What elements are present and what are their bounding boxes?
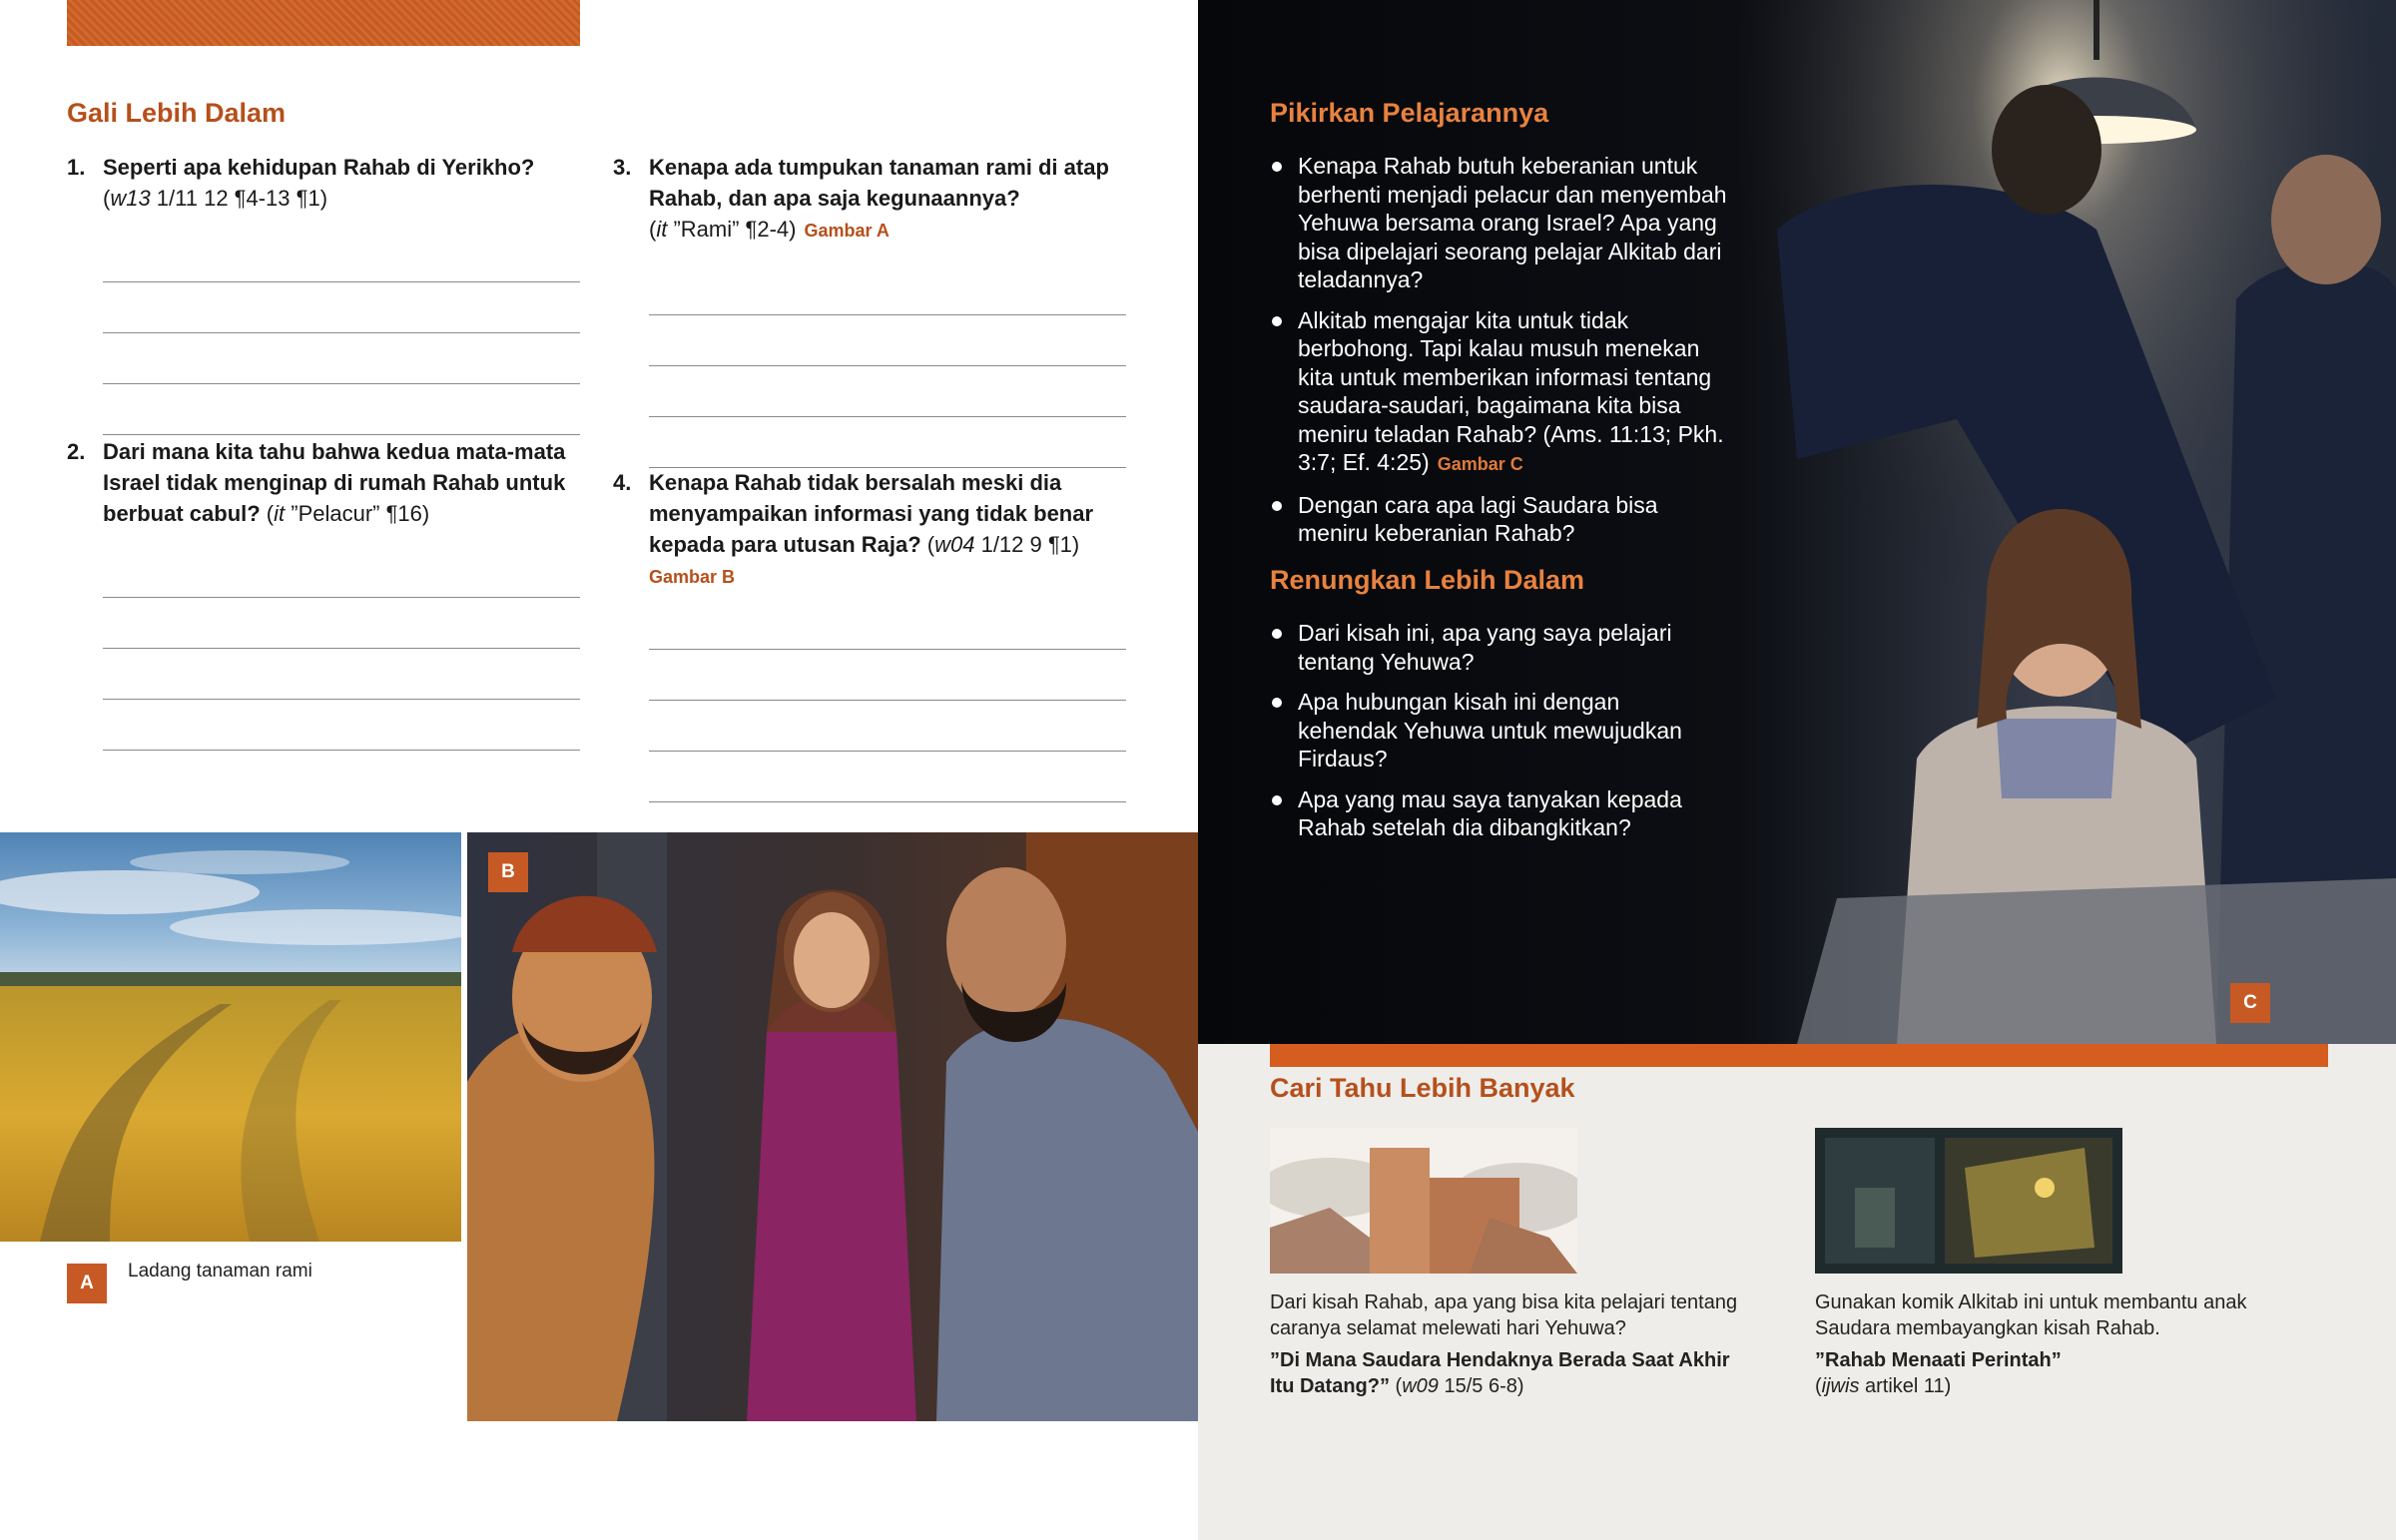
jericho-wall-thumbnail[interactable] — [1270, 1128, 1577, 1274]
question-number: 4. — [613, 470, 632, 495]
question-2 — [67, 436, 580, 751]
question-1 — [67, 152, 580, 435]
answer-lines[interactable] — [103, 547, 580, 751]
bullet-list-pikirkan — [1270, 152, 1729, 560]
more-item-1 — [1270, 1289, 1749, 1399]
section-heading-cari-tahu: Cari Tahu Lebih Banyak — [1270, 1073, 1575, 1103]
question-3 — [613, 152, 1126, 468]
question-text: Seperti apa kehidupan Rahab di Yerikho? — [103, 155, 535, 180]
more-item-2 — [1815, 1289, 2294, 1399]
bullet-item: Alkitab mengajar kita untuk tidak berbohong. Tapi kalau musuh menekan kita untuk memberikan informasi tentang saudara-saudari, bagaimana kita bisa meniru teladan Rahab? (Ams. 11:13; Pkh. 3:7; Ef. 4:25) Gambar C — [1270, 306, 1729, 479]
figure-label-a: A — [67, 1264, 107, 1303]
question-text: Kenapa ada tumpukan tanaman rami di atap Rahab, dan apa saja kegunaannya? — [649, 155, 1109, 211]
more-item-description: Gunakan komik Alkitab ini untuk membantu anak Saudara membayangkan kisah Rahab. — [1815, 1291, 2247, 1339]
section-heading-gali: Gali Lebih Dalam — [67, 98, 287, 128]
figure-label-b: B — [488, 852, 528, 892]
question-reference: (w13 1/11 12 ¶4-13 ¶1) — [103, 186, 328, 211]
figure-label-c: C — [2230, 983, 2270, 1023]
bullet-item: Apa hubungan kisah ini dengan kehendak Yehuwa untuk mewujudkan Firdaus? — [1270, 688, 1709, 773]
question-text: Kenapa Rahab tidak bersalah meski dia menyampaikan informasi yang tidak benar kepada para utusan Raja? — [649, 470, 1094, 557]
fabric-header-strip — [67, 0, 580, 46]
article-title-link[interactable]: ”Di Mana Saudara Hendaknya Berada Saat Akhir Itu Datang?” (w09 15/5 6-8) — [1270, 1349, 1730, 1397]
figure-reference: Gambar B — [649, 567, 736, 587]
question-number: 3. — [613, 155, 632, 180]
answer-lines[interactable] — [103, 232, 580, 435]
rahab-spies-illustration — [467, 832, 1198, 1421]
section-heading-pikirkan: Pikirkan Pelajarannya — [1270, 98, 1549, 128]
figure-reference: Gambar A — [804, 221, 890, 241]
flax-field-photo — [0, 832, 461, 1242]
section-heading-renungkan: Renungkan Lebih Dalam — [1270, 565, 1585, 595]
answer-lines[interactable] — [649, 599, 1126, 802]
bullet-item: Kenapa Rahab butuh keberanian untuk berhenti menjadi pelacur dan menyembah Yehuwa bersama orang Israel? Apa yang bisa dipelajari seorang pelajar Alkitab dari teladannya? — [1270, 152, 1729, 294]
question-reference: (w04 1/12 9 ¶1) — [920, 532, 1080, 557]
orange-divider-bar — [1270, 1044, 2328, 1067]
question-reference: (it ”Pelacur” ¶16) — [260, 501, 430, 526]
figure-reference: Gambar C — [1437, 454, 1523, 474]
bullet-item: Dengan cara apa lagi Saudara bisa meniru keberanian Rahab? — [1270, 491, 1729, 548]
comic-thumbnail[interactable] — [1815, 1128, 2122, 1274]
question-number: 2. — [67, 439, 86, 464]
question-text: Dari mana kita tahu bahwa kedua mata-mata Israel tidak menginap di rumah Rahab untuk berbuat cabul? — [103, 439, 566, 526]
question-reference: (it ”Rami” ¶2-4) — [649, 217, 797, 242]
bullet-list-renungkan — [1270, 619, 1709, 854]
answer-lines[interactable] — [649, 264, 1126, 468]
figure-caption-a: Ladang tanaman rami — [128, 1261, 312, 1282]
article-title-link[interactable]: ”Rahab Menaati Perintah” (ijwis artikel 11) — [1815, 1349, 2062, 1397]
bullet-item: Apa yang mau saya tanyakan kepada Rahab setelah dia dibangkitkan? — [1270, 785, 1709, 842]
question-number: 1. — [67, 155, 86, 180]
more-item-description: Dari kisah Rahab, apa yang bisa kita pelajari tentang caranya selamat melewati hari Yehuwa? — [1270, 1291, 1738, 1339]
bullet-item: Dari kisah ini, apa yang saya pelajari tentang Yehuwa? — [1270, 619, 1709, 676]
question-4 — [613, 467, 1126, 802]
